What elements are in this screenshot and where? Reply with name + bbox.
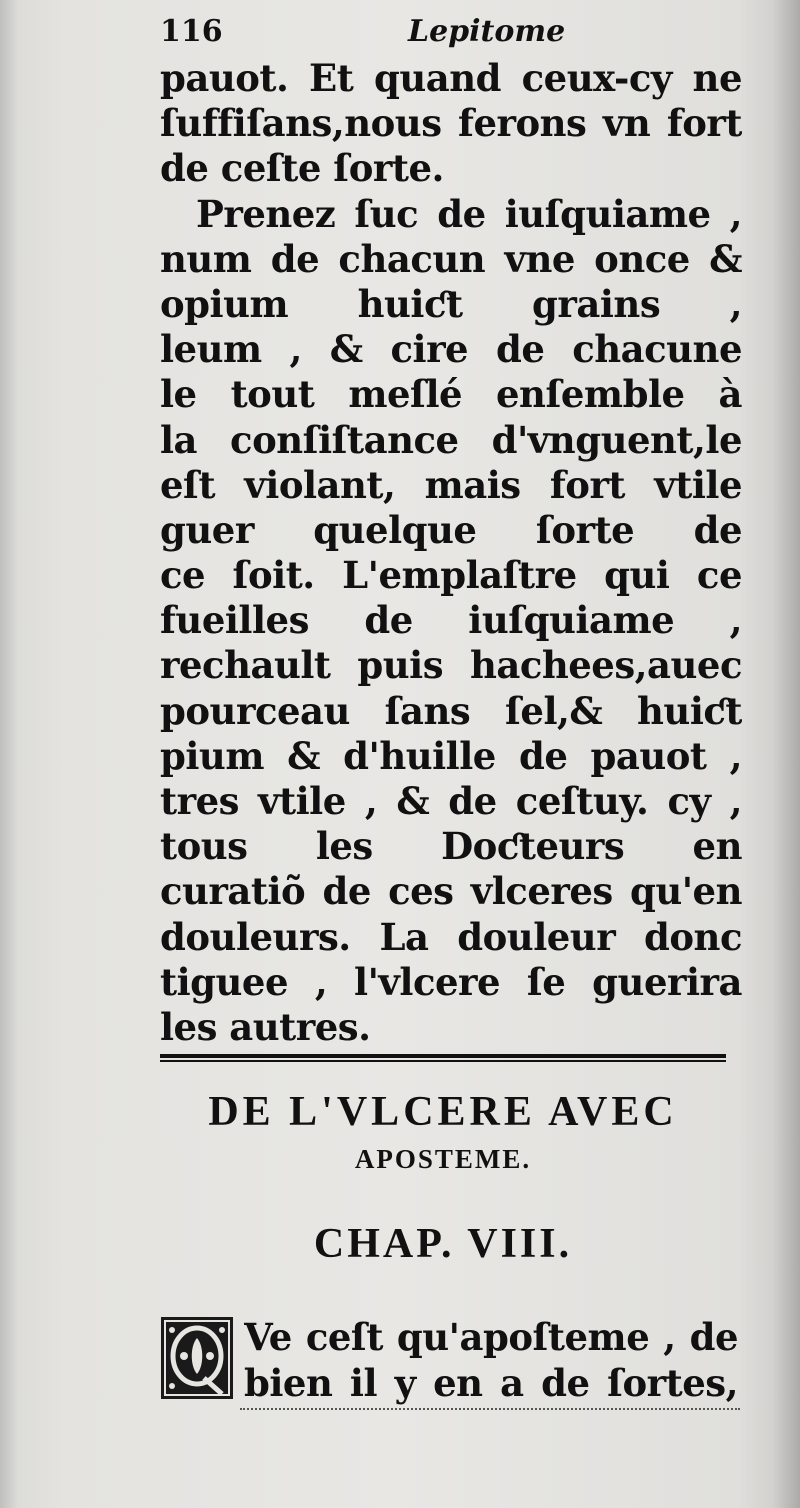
text-line: fueilles de iuſquiame , (160, 598, 742, 643)
text-line: eſt violant, mais fort vtile (160, 462, 742, 507)
text-line: opium huiƈt grains , (160, 281, 742, 326)
text-line: pium & d'huille de pauot , (160, 733, 742, 778)
text-line: bien il y en a de ſortes, (244, 1361, 738, 1405)
text-line: rechault puis hachees,auec (160, 643, 742, 688)
text-line: le tout meſlé enſemble à (160, 372, 742, 417)
text-line: leum , & cire de chacune (160, 327, 742, 372)
divider-bar-thin (160, 1060, 726, 1062)
running-title: Lepitome (408, 14, 566, 49)
bottom-dotted-rule (240, 1408, 740, 1416)
text-line: tiguee , l'vlcere ſe guerira (160, 959, 742, 1004)
divider-bar-thick (160, 1054, 726, 1058)
body-text (160, 56, 742, 1050)
section-divider (160, 1052, 726, 1066)
text-line: douleurs. La douleur donc (160, 914, 742, 959)
text-line: Prenez ſuc de iuſquiame , (196, 191, 742, 236)
section-title: DE L'VLCERE AVEC (208, 1089, 678, 1135)
text-line: curatiõ de ces vlceres qu'en (160, 869, 742, 914)
text-line: num de chacun vne once & (160, 236, 742, 281)
text-line: de ceſte ſorte. (160, 146, 444, 191)
section-subtitle: APOSTEME. (354, 1144, 532, 1174)
page-header (160, 14, 740, 54)
page-number: 116 (160, 14, 223, 49)
text-line: ce ſoit. L'emplaſtre qui ce (160, 553, 742, 598)
text-line: tres vtile , & de ceſtuy. cy , (160, 779, 742, 823)
decorated-initial (160, 1316, 234, 1400)
chapter-heading: CHAP. VIII. (313, 1221, 573, 1267)
chapter-text (244, 1314, 738, 1406)
text-line: les autres. (160, 1004, 371, 1049)
text-line: Ve ceſt qu'apoſteme , de (244, 1315, 738, 1359)
text-line: la conſiſtance d'vnguent,le (160, 417, 742, 462)
text-line: ſuffiſans,nous ferons vn fort (160, 101, 742, 146)
decorated-initial-q-icon (160, 1316, 234, 1400)
text-line: pourceau ſans ſel,& huiƈt (160, 688, 742, 733)
text-line: pauot. Et quand ceux-cy ne (160, 56, 742, 100)
text-line: tous les Doƈteurs en (160, 824, 742, 869)
text-line: guer quelque ſorte de (160, 507, 742, 552)
